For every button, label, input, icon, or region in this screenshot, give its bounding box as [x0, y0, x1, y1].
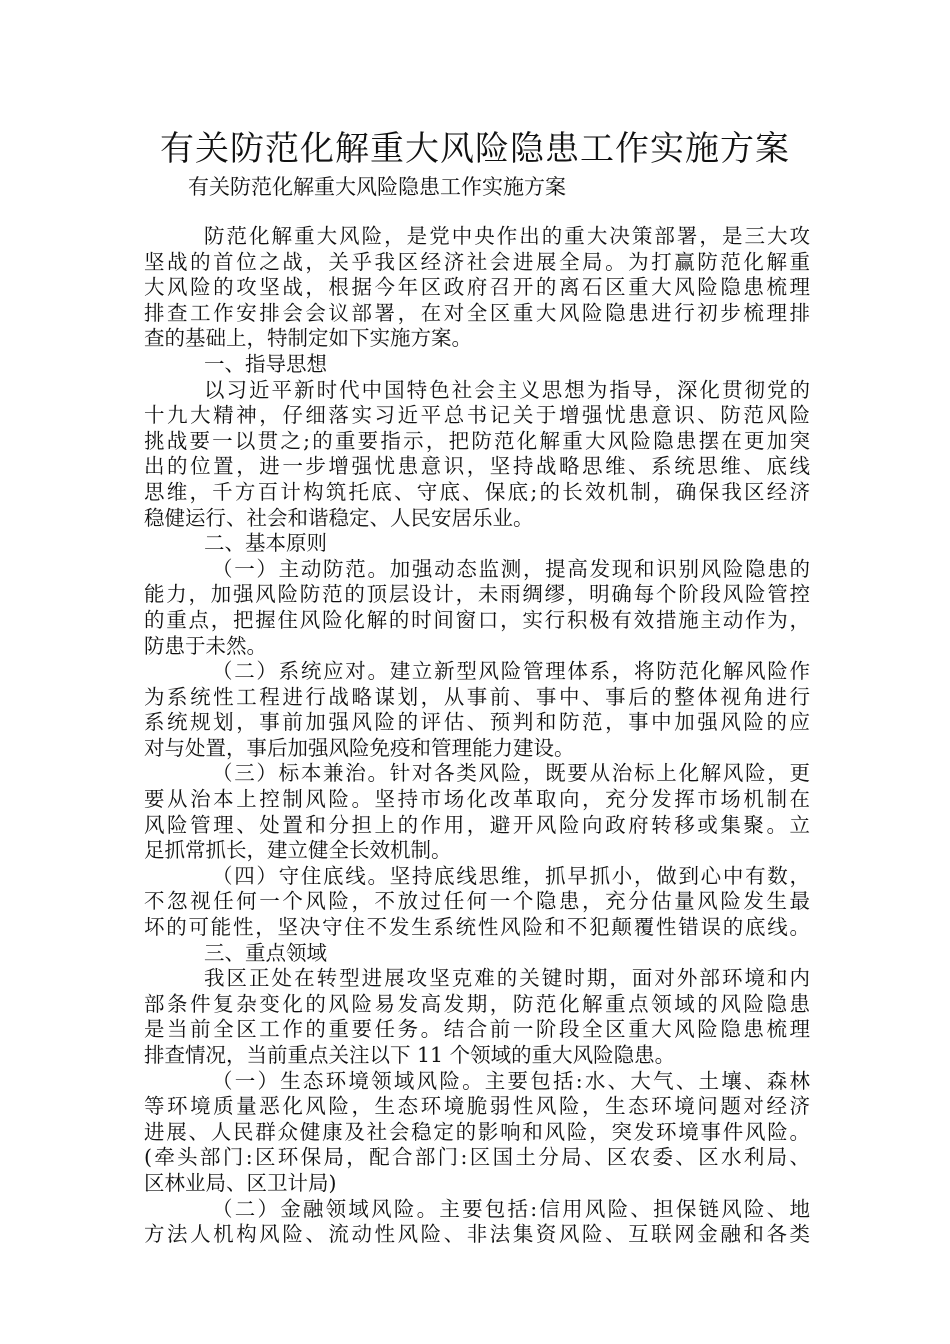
document-body	[144, 224, 810, 1248]
text-line: 稳健运行、社会和谐稳定、人民安居乐业。	[144, 505, 534, 530]
text-line: 方法人机构风险、流动性风险、非法集资风险、互联网金融和各类	[144, 1222, 810, 1247]
text-line: 区林业局、区卫计局)	[144, 1170, 337, 1195]
text-line: 防范化解重大风险，是党中央作出的重大决策部署，是三大攻	[204, 224, 810, 248]
text-line: 以习近平新时代中国特色社会主义思想为指导，深化贯彻党的	[204, 377, 810, 402]
text-line: 系统规划，事前加强风险的评估、预判和防范，事中加强风险的应	[144, 710, 810, 735]
text-line: 排查情况，当前重点关注以下 11 个领域的重大风险隐患。	[144, 1043, 676, 1067]
text-line: (牵头部门:区环保局，配合部门:区国土分局、区农委、区水利局、	[144, 1145, 810, 1170]
text-line: （二）系统应对。建立新型风险管理体系，将防范化解风险作	[212, 659, 810, 684]
text-line: （二）金融领域风险。主要包括:信用风险、担保链风险、地	[212, 1196, 810, 1221]
text-line: （一）主动防范。加强动态监测，提高发现和识别风险隐患的	[212, 556, 810, 581]
text-line: 不忽视任何一个风险，不放过任何一个隐患，充分估量风险发生最	[144, 889, 810, 914]
document-title: 有关防范化解重大风险隐患工作实施方案	[160, 129, 790, 169]
text-line: 防患于未然。	[144, 633, 267, 658]
text-line: （三）标本兼治。针对各类风险，既要从治标上化解风险，更	[212, 761, 810, 786]
text-line: 思维，千方百计构筑托底、守底、保底;的长效机制，确保我区经济	[144, 479, 810, 504]
text-line: 进展、人民群众健康及社会稳定的影响和风险，突发环境事件风险。	[144, 1119, 810, 1144]
text-line: （一）生态环境领域风险。主要包括:水、大气、土壤、森林	[212, 1068, 810, 1093]
text-line: 坚战的首位之战，关乎我区经济社会进展全局。为打赢防范化解重	[144, 249, 810, 274]
text-line: 排查工作安排会会议部署，在对全区重大风险隐患进行初步梳理排	[144, 300, 810, 325]
text-line: 等环境质量恶化风险，生态环境脆弱性风险，生态环境问题对经济	[144, 1094, 810, 1119]
text-line: 对与处置，事后加强风险免疫和管理能力建设。	[144, 735, 575, 760]
text-line: 出的位置，进一步增强忧患意识，坚持战略思维、系统思维、底线	[144, 454, 810, 479]
text-line: 三、重点领域	[204, 940, 327, 965]
text-line: 足抓常抓长，建立健全长效机制。	[144, 838, 452, 863]
text-line: 我区正处在转型进展攻坚克难的关键时期，面对外部环境和内	[204, 966, 810, 991]
text-line: 挑战要一以贯之;的重要指示，把防范化解重大风险隐患摆在更加突	[144, 428, 810, 453]
text-line: 部条件复杂变化的风险易发高发期，防范化解重点领域的风险隐患	[144, 991, 810, 1016]
text-line: 二、基本原则	[204, 531, 327, 556]
text-line: 是当前全区工作的重要任务。结合前一阶段全区重大风险隐患梳理	[144, 1017, 810, 1042]
text-line: 为系统性工程进行战略谋划，从事前、事中、事后的整体视角进行	[144, 684, 810, 709]
text-line: 风险管理、处置和分担上的作用，避开风险向政府转移或集聚。立	[144, 812, 810, 837]
text-line: 能力，加强风险防范的顶层设计，未雨绸缪，明确每个阶段风险管控	[144, 582, 810, 607]
text-line: 的重点，把握住风险化解的时间窗口，实行积极有效措施主动作为，	[144, 607, 810, 632]
document-subtitle: 有关防范化解重大风险隐患工作实施方案	[188, 175, 566, 199]
text-line: 十九大精神，仔细落实习近平总书记关于增强忧患意识、防范风险	[144, 403, 810, 428]
text-line: 要从治本上控制风险。坚持市场化改革取向，充分发挥市场机制在	[144, 787, 810, 812]
text-line: 大风险的攻坚战，根据今年区政府召开的离石区重大风险隐患梳理	[144, 275, 810, 300]
text-line: 坏的可能性，坚决守住不发生系统性风险和不犯颠覆性错误的底线。	[144, 915, 810, 940]
text-line: （四）守住底线。坚持底线思维，抓早抓小，做到心中有数，	[212, 863, 810, 888]
text-line: 一、指导思想	[204, 351, 327, 376]
text-line: 查的基础上，特制定如下实施方案。	[144, 326, 472, 351]
